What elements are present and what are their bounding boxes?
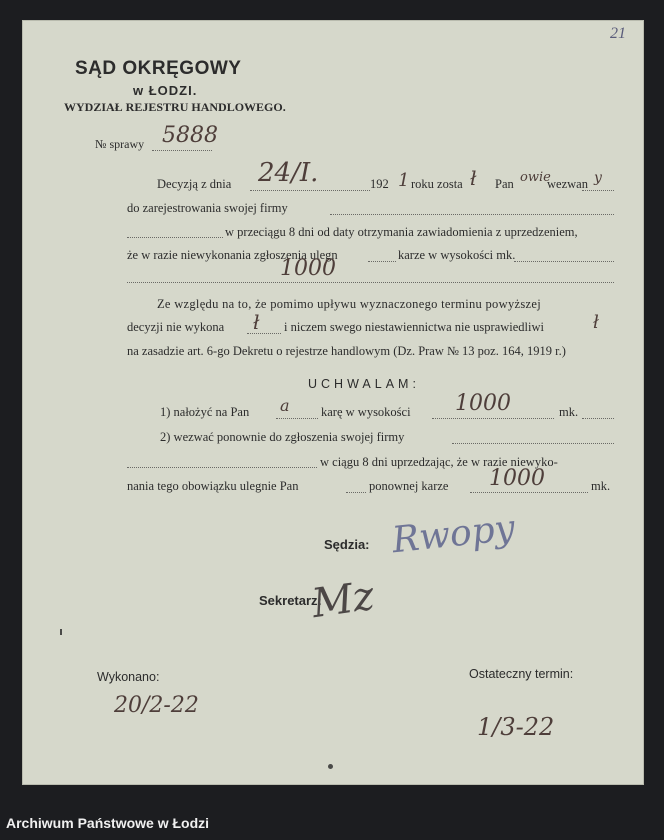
resolution-item1-suffix: a [280, 396, 290, 415]
item2-line-2 [127, 467, 317, 468]
resolution-item2b: w ciągu 8 dni uprzedzając, że w razie niewyko- [320, 455, 558, 469]
wykona-line [247, 333, 281, 334]
judge-label: Sędzia: [324, 537, 370, 552]
item1-pan-line [276, 418, 318, 419]
case-number: 5888 [162, 123, 218, 148]
para1-line2: do zarejestrowania swojej firmy [127, 201, 288, 215]
resolution-item1: 1) nałożyć na Pan [160, 405, 250, 419]
para2-line2-suffix: ł [253, 310, 260, 334]
case-number-line [152, 150, 212, 151]
resolution-item1b: karę w wysokości [321, 405, 411, 419]
amount-handwritten: 1000 [280, 256, 336, 281]
resolution-item2: 2) wezwać ponownie do zgłoszenia swojej firmy [160, 430, 405, 444]
item1-amount-line [432, 418, 554, 419]
archive-footer [0, 805, 664, 840]
executed-date: 20/2-22 [114, 693, 199, 718]
resolution-item2d: ponownej karze [369, 479, 449, 493]
final-deadline-label: Ostateczny termin: [469, 667, 574, 681]
para1-line4b: karze w wysokości mk. [398, 248, 516, 262]
roku-zosta: roku zosta [411, 177, 463, 191]
court-department: WYDZIAŁ REJESTRU HANDLOWEGO. [64, 100, 286, 114]
executed-label: Wykonano: [97, 670, 160, 684]
item2-line [452, 443, 614, 444]
wezwan-label: wezwan [547, 177, 588, 191]
paper-dot [328, 764, 333, 769]
para1-line3: w przeciągu 8 dni od daty otrzymania zawiadomienia z uprzedzeniem, [225, 225, 578, 239]
item2-pan-line [346, 492, 366, 493]
resolution-item1-unit: mk. [559, 405, 579, 419]
para2-line1: Ze względu na to, że pomimo upływu wyznaczonego terminu powyższej [157, 297, 541, 311]
court-name: SĄD OKRĘGOWY [75, 58, 242, 79]
firm-line-2 [127, 237, 223, 238]
firm-line [330, 214, 614, 215]
page-number: 21 [610, 25, 626, 42]
para1-line4: że w razie niewykonania zgłoszenia ulegn [127, 248, 338, 262]
amount-line [514, 261, 614, 262]
secretary-label: Sekretarz: [259, 593, 322, 608]
archive-caption: Archiwum Państwowe w Łodzi [6, 815, 210, 831]
judge-signature: Rwopy [390, 507, 517, 562]
margin-mark [60, 629, 62, 635]
resolution-item2-unit: mk. [591, 479, 611, 493]
document-page [22, 20, 644, 785]
amount-line-2 [127, 282, 614, 283]
item1-unit-line [582, 418, 614, 419]
resolution-item1-amount: 1000 [455, 391, 511, 416]
zosta-suffix: ł [470, 166, 477, 190]
pan-suffix: owie [520, 170, 551, 185]
item2-amount-line [470, 492, 588, 493]
ulegn-line [368, 261, 396, 262]
wezwan-line [582, 190, 614, 191]
year-prefix: 192 [370, 177, 389, 191]
year-suffix: 1 [398, 170, 410, 191]
para2-line2b: i niczem swego niestawiennictwa nie usprawiedliwi [284, 320, 544, 334]
pan-label: Pan [495, 177, 514, 191]
wezwan-suffix: y [594, 170, 602, 186]
court-city: w ŁODZI. [133, 83, 198, 98]
para2-line3: na zasadzie art. 6-go Dekretu o rejestrze handlowym (Dz. Praw № 13 poz. 164, 1919 r.) [127, 344, 566, 358]
final-deadline-date: 1/3-22 [477, 713, 555, 741]
para2-line2b-suffix: ł [593, 312, 599, 333]
resolution-item2c: nania tego obowiązku ulegnie Pan [127, 479, 299, 493]
resolution-item2-amount: 1000 [489, 466, 545, 491]
secretary-signature: Mz [309, 572, 377, 628]
case-number-label: № sprawy [95, 137, 145, 151]
resolution-heading: UCHWALAM: [308, 377, 420, 391]
decision-date-line [250, 190, 370, 191]
para2-line2a: decyzji nie wykona [127, 320, 225, 334]
decision-date: 24/I. [258, 158, 319, 188]
decision-label: Decyzją z dnia [157, 177, 232, 191]
